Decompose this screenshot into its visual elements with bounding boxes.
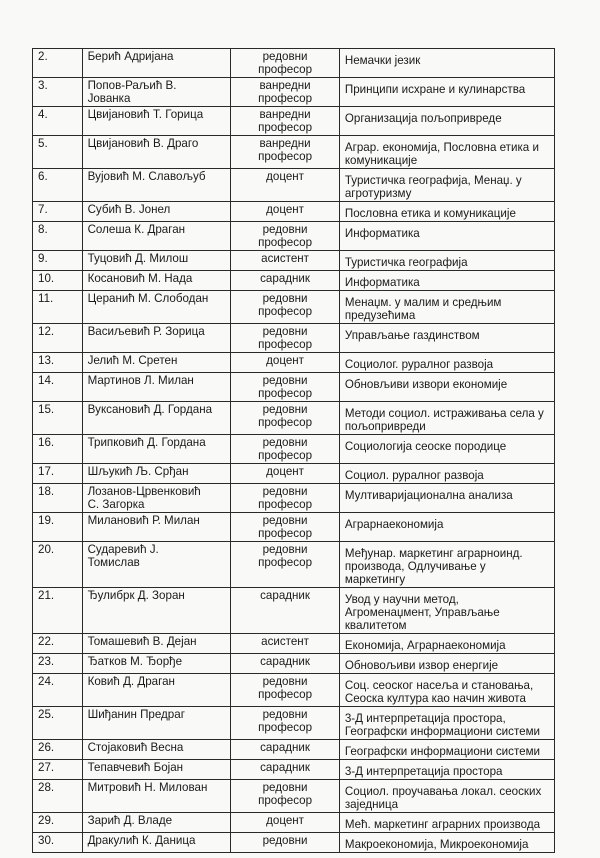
- table-row: [33, 435, 555, 464]
- academic-title: [231, 674, 340, 707]
- person-name: [82, 202, 231, 222]
- subject-list-line: Управљање газдинством: [344, 329, 480, 342]
- person-name-line: Сударевић Ј.: [87, 543, 159, 556]
- academic-title-line: редовни: [262, 708, 308, 721]
- person-name-line: Јованка: [87, 92, 131, 105]
- table-row: [33, 634, 555, 654]
- academic-title-line: редовни: [262, 436, 308, 449]
- academic-title: [231, 654, 340, 674]
- academic-title-line: професор: [258, 387, 313, 400]
- table-row: [33, 813, 555, 833]
- person-name-line: Косановић М. Нада: [87, 272, 193, 285]
- table-row: [33, 107, 555, 136]
- subject-list: [339, 107, 554, 136]
- person-name: [82, 291, 231, 324]
- person-name-line: Дракулић К. Даница: [87, 834, 196, 847]
- person-name: [82, 674, 231, 707]
- academic-title-line: сарадник: [260, 589, 310, 602]
- person-name-line: Цвијановић Т. Горица: [87, 108, 204, 121]
- academic-title: [231, 435, 340, 464]
- academic-title-line: сарадник: [260, 655, 310, 668]
- table-row: [33, 136, 555, 169]
- academic-title-line: редовни: [262, 543, 308, 556]
- row-number: 19.: [33, 513, 83, 542]
- academic-title-line: ванредни: [259, 79, 311, 92]
- person-name-line: Томашевић В. Дејан: [87, 635, 197, 648]
- academic-title-line: професор: [258, 721, 313, 734]
- row-number: 30.: [33, 833, 83, 853]
- table-row: [33, 833, 555, 853]
- academic-title-line: сарадник: [260, 272, 310, 285]
- academic-title-line: доцент: [266, 814, 304, 827]
- academic-title: [231, 271, 340, 291]
- staff-table: [32, 48, 555, 853]
- subject-list: [339, 202, 554, 222]
- row-number: 23.: [33, 654, 83, 674]
- academic-title: [231, 324, 340, 353]
- subject-list: [339, 49, 554, 78]
- academic-title-line: сарадник: [260, 741, 310, 754]
- table-row: [33, 707, 555, 740]
- subject-list-line: производа, Одлучивање у: [344, 560, 486, 573]
- person-name-line: Томислав: [87, 556, 140, 569]
- person-name: [82, 78, 231, 107]
- person-name: [82, 654, 231, 674]
- academic-title: [231, 542, 340, 588]
- subject-list-line: Географски информациони системи: [344, 745, 541, 758]
- academic-title: [231, 107, 340, 136]
- subject-list-line: Мећ. маркетинг аграрних производа: [344, 818, 541, 831]
- subject-list-line: 3-Д интерпретација простора,: [344, 712, 506, 725]
- academic-title-line: редовни: [262, 50, 308, 63]
- subject-list-line: Немачки језик: [344, 54, 421, 67]
- academic-title-line: ванредни: [259, 137, 311, 150]
- person-name-line: Митровић Н. Милован: [87, 781, 208, 794]
- table-row: [33, 222, 555, 251]
- academic-title-line: ванредни: [259, 108, 311, 121]
- academic-title-line: професор: [258, 556, 313, 569]
- table-row: [33, 588, 555, 634]
- academic-title-line: доцент: [266, 170, 304, 183]
- person-name-line: Вујовић М. Славољуб: [87, 170, 206, 183]
- academic-title-line: професор: [258, 498, 313, 511]
- table-row: [33, 353, 555, 373]
- academic-title-line: асистент: [261, 252, 309, 265]
- academic-title-line: редовни: [262, 292, 308, 305]
- person-name-line: Васиљевић Р. Зорица: [87, 325, 205, 338]
- row-number: 7.: [33, 202, 83, 222]
- academic-title-line: професор: [258, 63, 313, 76]
- person-name: [82, 634, 231, 654]
- person-name: [82, 271, 231, 291]
- row-number: 4.: [33, 107, 83, 136]
- academic-title-line: професор: [258, 338, 313, 351]
- subject-list-line: Менаџм. у малим и средњим: [344, 296, 502, 309]
- academic-title: [231, 373, 340, 402]
- academic-title-line: професор: [258, 150, 313, 163]
- row-number: 5.: [33, 136, 83, 169]
- subject-list: [339, 833, 554, 853]
- subject-list: [339, 760, 554, 780]
- subject-list-line: Организација пољопривреде: [344, 112, 502, 125]
- academic-title-line: доцент: [266, 354, 304, 367]
- subject-list: [339, 402, 554, 435]
- academic-title: [231, 833, 340, 853]
- person-name: [82, 813, 231, 833]
- subject-list: [339, 251, 554, 271]
- subject-list-line: Социол. руралног развоја: [344, 469, 484, 482]
- subject-list-line: Социолог. руралног развоја: [344, 358, 494, 371]
- person-name-line: Ђулибрк Д. Зоран: [87, 589, 185, 602]
- subject-list-line: Социологија сеоске породице: [344, 440, 507, 453]
- person-name: [82, 707, 231, 740]
- subject-list: [339, 740, 554, 760]
- subject-list-line: Аграрнаекономија: [344, 518, 444, 531]
- subject-list-line: Обновљиви извори економије: [344, 378, 508, 391]
- subject-list: [339, 654, 554, 674]
- academic-title: [231, 588, 340, 634]
- person-name-line: Зарић Д. Владе: [87, 814, 173, 827]
- academic-title-line: редовни: [262, 485, 308, 498]
- subject-list-line: заједница: [344, 798, 399, 811]
- academic-title: [231, 136, 340, 169]
- subject-list: [339, 353, 554, 373]
- person-name: [82, 542, 231, 588]
- academic-title: [231, 760, 340, 780]
- person-name: [82, 169, 231, 202]
- person-name: [82, 324, 231, 353]
- academic-title: [231, 202, 340, 222]
- academic-title-line: редовни: [262, 325, 308, 338]
- subject-list-line: Обновољиви извор енергије: [344, 659, 499, 672]
- subject-list-line: Соц. сеоског насеља и становања,: [344, 679, 534, 692]
- person-name: [82, 464, 231, 484]
- person-name-line: Лозанов-Црвенковић: [87, 485, 201, 498]
- person-name: [82, 107, 231, 136]
- academic-title-line: редовни: [262, 781, 308, 794]
- person-name: [82, 402, 231, 435]
- academic-title-line: професор: [258, 92, 313, 105]
- row-number: 21.: [33, 588, 83, 634]
- person-name-line: Туцовић Д. Милош: [87, 252, 189, 265]
- subject-list: [339, 780, 554, 813]
- subject-list: [339, 136, 554, 169]
- row-number: 24.: [33, 674, 83, 707]
- subject-list: [339, 435, 554, 464]
- subject-list-line: Географски информациони системи: [344, 725, 541, 738]
- academic-title-line: асистент: [261, 635, 309, 648]
- person-name-line: Стојаковић Весна: [87, 741, 184, 754]
- person-name: [82, 353, 231, 373]
- person-name-line: Трипковић Д. Гордана: [87, 436, 206, 449]
- subject-list: [339, 588, 554, 634]
- table-row: [33, 202, 555, 222]
- table-row: [33, 513, 555, 542]
- subject-list-line: маркетингу: [344, 573, 406, 586]
- row-number: 14.: [33, 373, 83, 402]
- subject-list: [339, 373, 554, 402]
- person-name-line: Попов-Раљић В.: [87, 79, 177, 92]
- person-name: [82, 760, 231, 780]
- academic-title: [231, 402, 340, 435]
- academic-title: [231, 78, 340, 107]
- person-name-line: Вуксановић Д. Гордана: [87, 403, 213, 416]
- academic-title: [231, 464, 340, 484]
- academic-title: [231, 49, 340, 78]
- subject-list-line: Туристичка географија, Менаџ. у: [344, 174, 522, 187]
- subject-list: [339, 324, 554, 353]
- table-row: [33, 251, 555, 271]
- subject-list-line: 3-Д интерпретација простора: [344, 765, 503, 778]
- row-number: 29.: [33, 813, 83, 833]
- subject-list: [339, 169, 554, 202]
- row-number: 27.: [33, 760, 83, 780]
- table-row: [33, 291, 555, 324]
- academic-title-line: редовни: [262, 675, 308, 688]
- academic-title-line: професор: [258, 416, 313, 429]
- subject-list-line: Међунар. маркетинг аграрноинд.: [344, 547, 523, 560]
- subject-list: [339, 634, 554, 654]
- table-row: [33, 324, 555, 353]
- table-row: [33, 780, 555, 813]
- subject-list: [339, 78, 554, 107]
- table-row: [33, 674, 555, 707]
- academic-title-line: професор: [258, 794, 313, 807]
- person-name-line: Субић В. Јонел: [87, 203, 171, 216]
- academic-title: [231, 169, 340, 202]
- person-name: [82, 435, 231, 464]
- person-name-line: Цвијановић В. Драго: [87, 137, 199, 150]
- subject-list-line: Мултиваријационална анализа: [344, 489, 513, 502]
- row-number: 25.: [33, 707, 83, 740]
- table-row: [33, 169, 555, 202]
- row-number: 10.: [33, 271, 83, 291]
- subject-list-line: комуникације: [344, 154, 418, 167]
- subject-list-line: Макроекономија, Микроекономија: [344, 838, 529, 851]
- person-name: [82, 513, 231, 542]
- academic-title: [231, 251, 340, 271]
- academic-title-line: редовни: [262, 223, 308, 236]
- person-name: [82, 780, 231, 813]
- row-number: 16.: [33, 435, 83, 464]
- academic-title-line: редовни: [262, 834, 308, 847]
- subject-list-line: Аграр. економија, Пословна етика и: [344, 141, 539, 154]
- row-number: 8.: [33, 222, 83, 251]
- academic-title: [231, 707, 340, 740]
- academic-title-line: сарадник: [260, 761, 310, 774]
- person-name-line: Јелић М. Сретен: [87, 354, 178, 367]
- academic-title-line: доцент: [266, 465, 304, 478]
- row-number: 28.: [33, 780, 83, 813]
- table-row: [33, 78, 555, 107]
- person-name-line: С. Загорка: [87, 498, 145, 511]
- subject-list-line: Информатика: [344, 227, 420, 240]
- person-name: [82, 484, 231, 513]
- table-row: [33, 654, 555, 674]
- person-name-line: Тепавчевић Бојан: [87, 761, 184, 774]
- subject-list: [339, 813, 554, 833]
- person-name-line: Ђатков М. Ђорђе: [87, 655, 183, 668]
- subject-list: [339, 484, 554, 513]
- academic-title-line: редовни: [262, 374, 308, 387]
- academic-title-line: редовни: [262, 514, 308, 527]
- row-number: 6.: [33, 169, 83, 202]
- row-number: 26.: [33, 740, 83, 760]
- person-name-line: Ковић Д. Драган: [87, 675, 175, 688]
- subject-list-line: пољопривреди: [344, 420, 426, 433]
- academic-title: [231, 780, 340, 813]
- person-name-line: Шљукић Љ. Срђан: [87, 465, 189, 478]
- table-row: [33, 760, 555, 780]
- row-number: 20.: [33, 542, 83, 588]
- subject-list-line: Увод у научни метод,: [344, 593, 459, 606]
- person-name-line: Милановић Р. Милан: [87, 514, 200, 527]
- table-row: [33, 402, 555, 435]
- table-row: [33, 484, 555, 513]
- subject-list-line: Туристичка географија: [344, 256, 468, 269]
- row-number: 22.: [33, 634, 83, 654]
- table-row: [33, 740, 555, 760]
- person-name-line: Мартинов Л. Милан: [87, 374, 194, 387]
- person-name: [82, 373, 231, 402]
- subject-list-line: Пословна етика и комуникације: [344, 207, 516, 220]
- subject-list: [339, 291, 554, 324]
- row-number: 11.: [33, 291, 83, 324]
- person-name-line: Церанић М. Слободан: [87, 292, 209, 305]
- subject-list-line: квалитетом: [344, 619, 407, 632]
- subject-list: [339, 674, 554, 707]
- subject-list-line: Агроменаџмент, Управљање: [344, 606, 500, 619]
- person-name: [82, 136, 231, 169]
- subject-list: [339, 513, 554, 542]
- subject-list-line: Сеоска култура као начин живота: [344, 692, 526, 705]
- table-row: [33, 271, 555, 291]
- academic-title-line: професор: [258, 527, 313, 540]
- person-name: [82, 588, 231, 634]
- academic-title-line: професор: [258, 121, 313, 134]
- row-number: 18.: [33, 484, 83, 513]
- person-name: [82, 740, 231, 760]
- academic-title-line: професор: [258, 449, 313, 462]
- subject-list: [339, 542, 554, 588]
- subject-list-line: предузећима: [344, 309, 416, 322]
- row-number: 13.: [33, 353, 83, 373]
- subject-list: [339, 222, 554, 251]
- table-row: [33, 373, 555, 402]
- academic-title-line: професор: [258, 688, 313, 701]
- subject-list-line: Економија, Аграрнаекономија: [344, 639, 506, 652]
- person-name-line: Солеша К. Драган: [87, 223, 186, 236]
- row-number: 12.: [33, 324, 83, 353]
- subject-list-line: Информатика: [344, 276, 420, 289]
- academic-title: [231, 291, 340, 324]
- academic-title: [231, 634, 340, 654]
- person-name: [82, 251, 231, 271]
- academic-title: [231, 484, 340, 513]
- subject-list-line: агротуризму: [344, 187, 412, 200]
- subject-list-line: Социол. проучавања локал. сеоских: [344, 785, 542, 798]
- row-number: 9.: [33, 251, 83, 271]
- academic-title-line: доцент: [266, 203, 304, 216]
- table-row: [33, 542, 555, 588]
- academic-title: [231, 813, 340, 833]
- person-name-line: Берић Адријана: [87, 50, 174, 63]
- subject-list: [339, 707, 554, 740]
- person-name: [82, 49, 231, 78]
- academic-title-line: професор: [258, 236, 313, 249]
- row-number: 2.: [33, 49, 83, 78]
- person-name: [82, 222, 231, 251]
- academic-title: [231, 740, 340, 760]
- subject-list: [339, 464, 554, 484]
- row-number: 15.: [33, 402, 83, 435]
- academic-title: [231, 353, 340, 373]
- table-row: [33, 464, 555, 484]
- staff-table-body: [33, 49, 555, 853]
- academic-title: [231, 513, 340, 542]
- row-number: 3.: [33, 78, 83, 107]
- person-name: [82, 833, 231, 853]
- subject-list: [339, 271, 554, 291]
- row-number: 17.: [33, 464, 83, 484]
- academic-title-line: професор: [258, 305, 313, 318]
- academic-title-line: редовни: [262, 403, 308, 416]
- academic-title: [231, 222, 340, 251]
- person-name-line: Шиђанин Предраг: [87, 708, 185, 721]
- table-row: [33, 49, 555, 78]
- subject-list-line: Методи социол. истраживања села у: [344, 407, 544, 420]
- subject-list-line: Принципи исхране и кулинарства: [344, 83, 526, 96]
